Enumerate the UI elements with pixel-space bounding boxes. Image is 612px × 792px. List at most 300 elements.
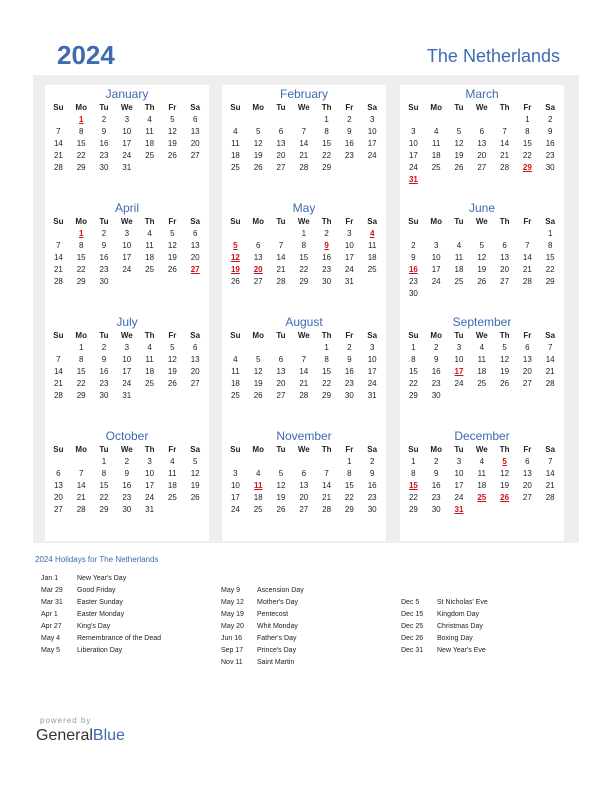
month-name: January bbox=[105, 87, 149, 101]
day-cell: 24 bbox=[122, 151, 132, 160]
day-cell: 10 bbox=[408, 139, 418, 148]
month-january bbox=[45, 85, 209, 199]
month-name: May bbox=[292, 201, 316, 215]
day-cell: 9 bbox=[347, 355, 352, 364]
day-cell: 4 bbox=[479, 457, 485, 466]
holiday-item bbox=[221, 645, 304, 657]
weekday-header: We bbox=[297, 331, 310, 340]
day-cell: 5 bbox=[278, 469, 284, 478]
day-cell: 7 bbox=[547, 457, 553, 466]
day-cell: 4 bbox=[233, 127, 238, 136]
weekday-header: We bbox=[120, 103, 133, 112]
day-cell: 3 bbox=[433, 241, 439, 250]
day-cell: 30 bbox=[122, 505, 132, 514]
holiday-item bbox=[401, 609, 488, 621]
weekday-header: Th bbox=[144, 103, 155, 112]
month-june bbox=[400, 199, 564, 313]
day-cell: 22 bbox=[408, 493, 418, 502]
day-cell: 27 bbox=[53, 505, 63, 514]
day-cell: 7 bbox=[301, 127, 307, 136]
day-cell: 27 bbox=[190, 379, 200, 388]
holiday-date: May 12 bbox=[221, 599, 244, 606]
day-cell: 24 bbox=[145, 493, 155, 502]
weekday-header: Sa bbox=[190, 331, 201, 340]
day-cell: 18 bbox=[230, 151, 240, 160]
weekday-header: Su bbox=[53, 445, 64, 454]
day-cell: 14 bbox=[53, 139, 63, 148]
day-cell: 5 bbox=[456, 127, 462, 136]
day-cell: 2 bbox=[324, 229, 329, 238]
weekday-header: Fr bbox=[523, 445, 532, 454]
day-cell: 25 bbox=[167, 493, 177, 502]
day-cell: 30 bbox=[99, 391, 109, 400]
holiday-day-cell: 12 bbox=[230, 253, 240, 262]
month-november bbox=[222, 427, 386, 541]
weekday-header: Fr bbox=[345, 331, 354, 340]
holiday-date: Apr 1 bbox=[41, 611, 58, 618]
empty-cell bbox=[47, 342, 70, 354]
weekday-header: Mo bbox=[75, 445, 87, 454]
day-cell: 24 bbox=[122, 379, 132, 388]
day-cell: 16 bbox=[545, 139, 555, 148]
day-cell: 26 bbox=[276, 505, 286, 514]
holiday-day-cell: 25 bbox=[477, 493, 487, 502]
day-cell: 13 bbox=[522, 355, 532, 364]
day-cell: 3 bbox=[147, 457, 152, 466]
day-cell: 13 bbox=[276, 139, 286, 148]
day-cell: 14 bbox=[500, 139, 510, 148]
weekday-header: Sa bbox=[367, 217, 378, 226]
day-cell: 16 bbox=[367, 481, 377, 490]
month-name: December bbox=[454, 429, 510, 443]
day-cell: 31 bbox=[145, 505, 155, 514]
day-cell: 6 bbox=[192, 343, 198, 352]
day-cell: 17 bbox=[145, 481, 155, 490]
day-cell: 17 bbox=[230, 493, 240, 502]
day-cell: 21 bbox=[76, 493, 86, 502]
day-cell: 29 bbox=[344, 505, 354, 514]
day-cell: 24 bbox=[344, 265, 354, 274]
holiday-day-cell: 9 bbox=[324, 241, 329, 250]
month-name: October bbox=[105, 429, 149, 443]
day-cell: 11 bbox=[477, 355, 486, 364]
weekday-header: Sa bbox=[367, 445, 378, 454]
month-name: July bbox=[116, 315, 138, 329]
day-cell: 25 bbox=[145, 265, 155, 274]
day-cell: 6 bbox=[278, 127, 284, 136]
weekday-header: We bbox=[120, 445, 133, 454]
holiday-date: May 20 bbox=[221, 623, 244, 630]
day-cell: 17 bbox=[408, 151, 418, 160]
day-cell: 30 bbox=[99, 277, 109, 286]
day-cell: 27 bbox=[522, 493, 532, 502]
month-name: August bbox=[285, 315, 323, 329]
holiday-day-cell: 29 bbox=[522, 163, 532, 172]
empty-cell bbox=[493, 114, 516, 126]
day-cell: 3 bbox=[456, 457, 462, 466]
month-october bbox=[45, 427, 209, 541]
empty-cell bbox=[270, 114, 293, 126]
holiday-date: Mar 31 bbox=[41, 599, 63, 606]
day-cell: 25 bbox=[145, 151, 155, 160]
day-cell: 28 bbox=[322, 505, 332, 514]
month-august bbox=[222, 313, 386, 427]
day-cell: 12 bbox=[167, 127, 177, 136]
weekday-header: Tu bbox=[99, 103, 109, 112]
empty-cell bbox=[292, 342, 315, 354]
day-cell: 16 bbox=[99, 367, 109, 376]
holiday-date: Apr 27 bbox=[41, 623, 62, 630]
day-cell: 18 bbox=[145, 253, 155, 262]
day-cell: 23 bbox=[344, 379, 354, 388]
day-cell: 1 bbox=[411, 457, 416, 466]
day-cell: 14 bbox=[299, 139, 309, 148]
weekday-header: Sa bbox=[367, 103, 378, 112]
day-cell: 4 bbox=[147, 115, 152, 124]
day-cell: 8 bbox=[101, 469, 107, 478]
weekday-header: Mo bbox=[75, 331, 87, 340]
day-cell: 22 bbox=[322, 379, 332, 388]
day-cell: 28 bbox=[545, 493, 555, 502]
weekday-header: Th bbox=[321, 331, 332, 340]
weekday-header: Sa bbox=[545, 331, 556, 340]
day-cell: 11 bbox=[231, 367, 240, 376]
weekday-header: Mo bbox=[252, 217, 264, 226]
holiday-day-cell: 15 bbox=[408, 481, 418, 490]
day-cell: 8 bbox=[525, 127, 530, 136]
day-cell: 10 bbox=[367, 355, 377, 364]
weekday-header: Su bbox=[408, 445, 419, 454]
day-cell: 2 bbox=[433, 457, 439, 466]
day-cell: 7 bbox=[525, 241, 530, 250]
day-cell: 4 bbox=[147, 343, 152, 352]
day-cell: 2 bbox=[124, 457, 130, 466]
day-cell: 14 bbox=[322, 481, 332, 490]
day-cell: 14 bbox=[276, 253, 286, 262]
holiday-date: Dec 25 bbox=[401, 623, 424, 630]
day-cell: 23 bbox=[344, 151, 354, 160]
empty-cell bbox=[516, 228, 539, 240]
holiday-item bbox=[221, 585, 304, 597]
day-cell: 10 bbox=[230, 481, 240, 490]
day-cell: 28 bbox=[76, 505, 86, 514]
day-cell: 19 bbox=[500, 481, 510, 490]
day-cell: 17 bbox=[367, 367, 377, 376]
holiday-name: Boxing Day bbox=[437, 635, 473, 642]
day-cell: 25 bbox=[477, 379, 487, 388]
weekday-header: Su bbox=[408, 103, 419, 112]
day-cell: 24 bbox=[230, 505, 240, 514]
day-cell: 15 bbox=[299, 253, 309, 262]
day-cell: 27 bbox=[276, 391, 286, 400]
day-cell: 23 bbox=[431, 493, 441, 502]
weekday-header: We bbox=[475, 103, 488, 112]
day-cell: 31 bbox=[367, 391, 377, 400]
holiday-day-cell: 11 bbox=[253, 481, 263, 490]
day-cell: 3 bbox=[369, 343, 375, 352]
day-cell: 7 bbox=[56, 241, 61, 250]
day-cell: 9 bbox=[101, 355, 107, 364]
day-cell: 26 bbox=[477, 277, 487, 286]
weekday-header: We bbox=[475, 445, 488, 454]
empty-cell bbox=[247, 456, 270, 468]
day-cell: 18 bbox=[477, 367, 487, 376]
day-cell: 8 bbox=[78, 355, 84, 364]
empty-cell bbox=[70, 456, 93, 468]
day-cell: 15 bbox=[76, 139, 86, 148]
weekday-header: Mo bbox=[430, 217, 442, 226]
day-cell: 27 bbox=[276, 163, 286, 172]
day-cell: 3 bbox=[124, 115, 130, 124]
day-cell: 27 bbox=[253, 277, 263, 286]
holiday-day-cell: 31 bbox=[408, 175, 418, 184]
day-cell: 28 bbox=[53, 163, 63, 172]
day-cell: 6 bbox=[255, 241, 261, 250]
empty-cell bbox=[292, 114, 315, 126]
empty-cell bbox=[448, 228, 471, 240]
day-cell: 29 bbox=[408, 505, 418, 514]
day-cell: 2 bbox=[347, 115, 352, 124]
day-cell: 4 bbox=[233, 355, 238, 364]
holiday-date: Jun 16 bbox=[221, 635, 243, 642]
day-cell: 9 bbox=[433, 469, 439, 478]
day-cell: 25 bbox=[253, 505, 263, 514]
day-cell: 22 bbox=[344, 493, 354, 502]
day-cell: 23 bbox=[367, 493, 377, 502]
day-cell: 30 bbox=[322, 277, 332, 286]
day-cell: 9 bbox=[101, 127, 107, 136]
day-cell: 1 bbox=[78, 343, 84, 352]
holiday-date: Dec 26 bbox=[401, 635, 424, 642]
empty-cell bbox=[47, 228, 70, 240]
day-cell: 1 bbox=[547, 229, 553, 238]
day-cell: 13 bbox=[522, 469, 532, 478]
holiday-item bbox=[41, 633, 161, 645]
day-cell: 19 bbox=[253, 151, 263, 160]
day-cell: 8 bbox=[78, 127, 84, 136]
holiday-day-cell: 4 bbox=[369, 229, 375, 238]
empty-cell bbox=[224, 342, 247, 354]
empty-cell bbox=[247, 228, 270, 240]
empty-cell bbox=[448, 114, 471, 126]
weekday-header: Su bbox=[408, 331, 419, 340]
day-cell: 24 bbox=[367, 151, 377, 160]
day-cell: 21 bbox=[53, 379, 63, 388]
day-cell: 21 bbox=[522, 265, 532, 274]
day-cell: 9 bbox=[547, 127, 553, 136]
empty-cell bbox=[425, 228, 448, 240]
day-cell: 16 bbox=[99, 139, 109, 148]
holiday-date: May 4 bbox=[41, 635, 61, 642]
weekday-header: Tu bbox=[454, 445, 464, 454]
powered-by-label: powered by bbox=[40, 716, 92, 725]
day-cell: 14 bbox=[522, 253, 532, 262]
day-cell: 1 bbox=[525, 115, 530, 124]
weekday-header: Th bbox=[144, 445, 155, 454]
holiday-item bbox=[221, 633, 304, 645]
day-cell: 13 bbox=[253, 253, 263, 262]
holidays-title: 2024 Holidays for The Netherlands bbox=[35, 555, 159, 564]
day-cell: 22 bbox=[76, 265, 86, 274]
day-cell: 26 bbox=[253, 391, 263, 400]
weekday-header: Fr bbox=[345, 103, 354, 112]
day-cell: 25 bbox=[367, 265, 377, 274]
day-cell: 22 bbox=[76, 379, 86, 388]
empty-cell bbox=[247, 114, 270, 126]
day-cell: 7 bbox=[78, 469, 84, 478]
day-cell: 11 bbox=[231, 139, 240, 148]
holiday-item bbox=[41, 585, 161, 597]
holiday-item bbox=[221, 657, 304, 669]
empty-cell bbox=[224, 114, 247, 126]
day-cell: 12 bbox=[500, 355, 510, 364]
day-cell: 21 bbox=[500, 151, 510, 160]
day-cell: 27 bbox=[190, 151, 200, 160]
day-cell: 13 bbox=[190, 127, 200, 136]
day-cell: 11 bbox=[368, 241, 377, 250]
day-cell: 15 bbox=[545, 253, 555, 262]
day-cell: 8 bbox=[411, 469, 416, 478]
month-name: April bbox=[114, 201, 139, 215]
day-cell: 12 bbox=[454, 139, 464, 148]
month-july bbox=[45, 313, 209, 427]
weekday-header: Su bbox=[230, 331, 241, 340]
day-cell: 7 bbox=[502, 127, 507, 136]
day-cell: 4 bbox=[147, 229, 152, 238]
empty-cell bbox=[470, 228, 493, 240]
day-cell: 6 bbox=[525, 343, 530, 352]
day-cell: 15 bbox=[99, 481, 109, 490]
holiday-date: May 19 bbox=[221, 611, 244, 618]
day-cell: 6 bbox=[479, 127, 485, 136]
day-cell: 21 bbox=[53, 265, 63, 274]
day-cell: 22 bbox=[545, 265, 555, 274]
day-cell: 28 bbox=[299, 391, 309, 400]
weekday-header: Fr bbox=[523, 217, 532, 226]
day-cell: 7 bbox=[56, 355, 61, 364]
day-cell: 3 bbox=[411, 127, 416, 136]
day-cell: 5 bbox=[170, 343, 175, 352]
holiday-column-1 bbox=[41, 573, 161, 657]
weekday-header: Su bbox=[53, 103, 64, 112]
day-cell: 14 bbox=[53, 367, 63, 376]
holiday-day-cell: 1 bbox=[78, 115, 84, 124]
day-cell: 21 bbox=[545, 367, 555, 376]
holiday-name: Kingdom Day bbox=[437, 611, 480, 618]
day-cell: 21 bbox=[322, 493, 332, 502]
holiday-name: Easter Sunday bbox=[77, 599, 123, 606]
day-cell: 20 bbox=[53, 493, 63, 502]
day-cell: 18 bbox=[145, 367, 155, 376]
holiday-item bbox=[41, 573, 161, 585]
day-cell: 29 bbox=[322, 391, 332, 400]
brand-logo bbox=[36, 727, 125, 745]
month-may bbox=[222, 199, 386, 313]
holiday-name: Christmas Day bbox=[437, 623, 483, 630]
day-cell: 14 bbox=[545, 355, 555, 364]
day-cell: 12 bbox=[276, 481, 286, 490]
day-cell: 24 bbox=[367, 379, 377, 388]
day-cell: 14 bbox=[76, 481, 86, 490]
weekday-header: Su bbox=[230, 445, 241, 454]
day-cell: 15 bbox=[522, 139, 532, 148]
holiday-day-cell: 26 bbox=[500, 493, 510, 502]
holiday-day-cell: 20 bbox=[253, 265, 263, 274]
weekday-header: Fr bbox=[523, 331, 532, 340]
day-cell: 23 bbox=[545, 151, 555, 160]
day-cell: 2 bbox=[101, 343, 107, 352]
day-cell: 7 bbox=[301, 355, 307, 364]
holiday-name: Liberation Day bbox=[77, 647, 123, 654]
day-cell: 6 bbox=[192, 115, 198, 124]
weekday-header: Su bbox=[230, 217, 241, 226]
day-cell: 15 bbox=[322, 139, 332, 148]
day-cell: 10 bbox=[122, 127, 132, 136]
brand-general: General bbox=[36, 727, 93, 744]
month-december bbox=[400, 427, 564, 541]
day-cell: 25 bbox=[145, 379, 155, 388]
empty-cell bbox=[224, 456, 247, 468]
day-cell: 26 bbox=[167, 151, 177, 160]
day-cell: 5 bbox=[192, 457, 198, 466]
day-cell: 5 bbox=[170, 115, 175, 124]
day-cell: 21 bbox=[299, 379, 309, 388]
day-cell: 30 bbox=[431, 505, 441, 514]
day-cell: 23 bbox=[431, 379, 441, 388]
day-cell: 26 bbox=[500, 379, 510, 388]
weekday-header: Tu bbox=[99, 331, 109, 340]
weekday-header: Tu bbox=[276, 217, 286, 226]
weekday-header: Fr bbox=[345, 217, 354, 226]
empty-cell bbox=[270, 228, 293, 240]
day-cell: 31 bbox=[122, 391, 132, 400]
day-cell: 13 bbox=[500, 253, 510, 262]
holiday-day-cell: 17 bbox=[454, 367, 464, 376]
empty-cell bbox=[224, 228, 247, 240]
day-cell: 10 bbox=[145, 469, 155, 478]
day-cell: 25 bbox=[454, 277, 464, 286]
day-cell: 3 bbox=[233, 469, 238, 478]
month-february bbox=[222, 85, 386, 199]
holiday-item bbox=[401, 633, 488, 645]
day-cell: 10 bbox=[344, 241, 354, 250]
day-cell: 26 bbox=[253, 163, 263, 172]
weekday-header: Mo bbox=[430, 331, 442, 340]
day-cell: 2 bbox=[369, 457, 375, 466]
empty-cell bbox=[493, 228, 516, 240]
empty-cell bbox=[315, 456, 338, 468]
day-cell: 20 bbox=[299, 493, 309, 502]
day-cell: 26 bbox=[167, 379, 177, 388]
day-cell: 1 bbox=[301, 229, 307, 238]
weekday-header: Th bbox=[499, 103, 510, 112]
day-cell: 26 bbox=[190, 493, 200, 502]
weekday-header: Th bbox=[321, 445, 332, 454]
day-cell: 14 bbox=[545, 469, 555, 478]
day-cell: 9 bbox=[101, 241, 107, 250]
month-name: June bbox=[468, 201, 496, 215]
day-cell: 12 bbox=[477, 253, 487, 262]
weekday-header: Tu bbox=[99, 217, 109, 226]
weekday-header: We bbox=[475, 217, 488, 226]
day-cell: 16 bbox=[344, 139, 354, 148]
holiday-day-cell: 16 bbox=[408, 265, 418, 274]
day-cell: 3 bbox=[456, 343, 462, 352]
month-april bbox=[45, 199, 209, 313]
calendar-panel bbox=[33, 75, 579, 543]
holiday-item bbox=[401, 597, 488, 609]
brand-blue: Blue bbox=[92, 727, 125, 744]
